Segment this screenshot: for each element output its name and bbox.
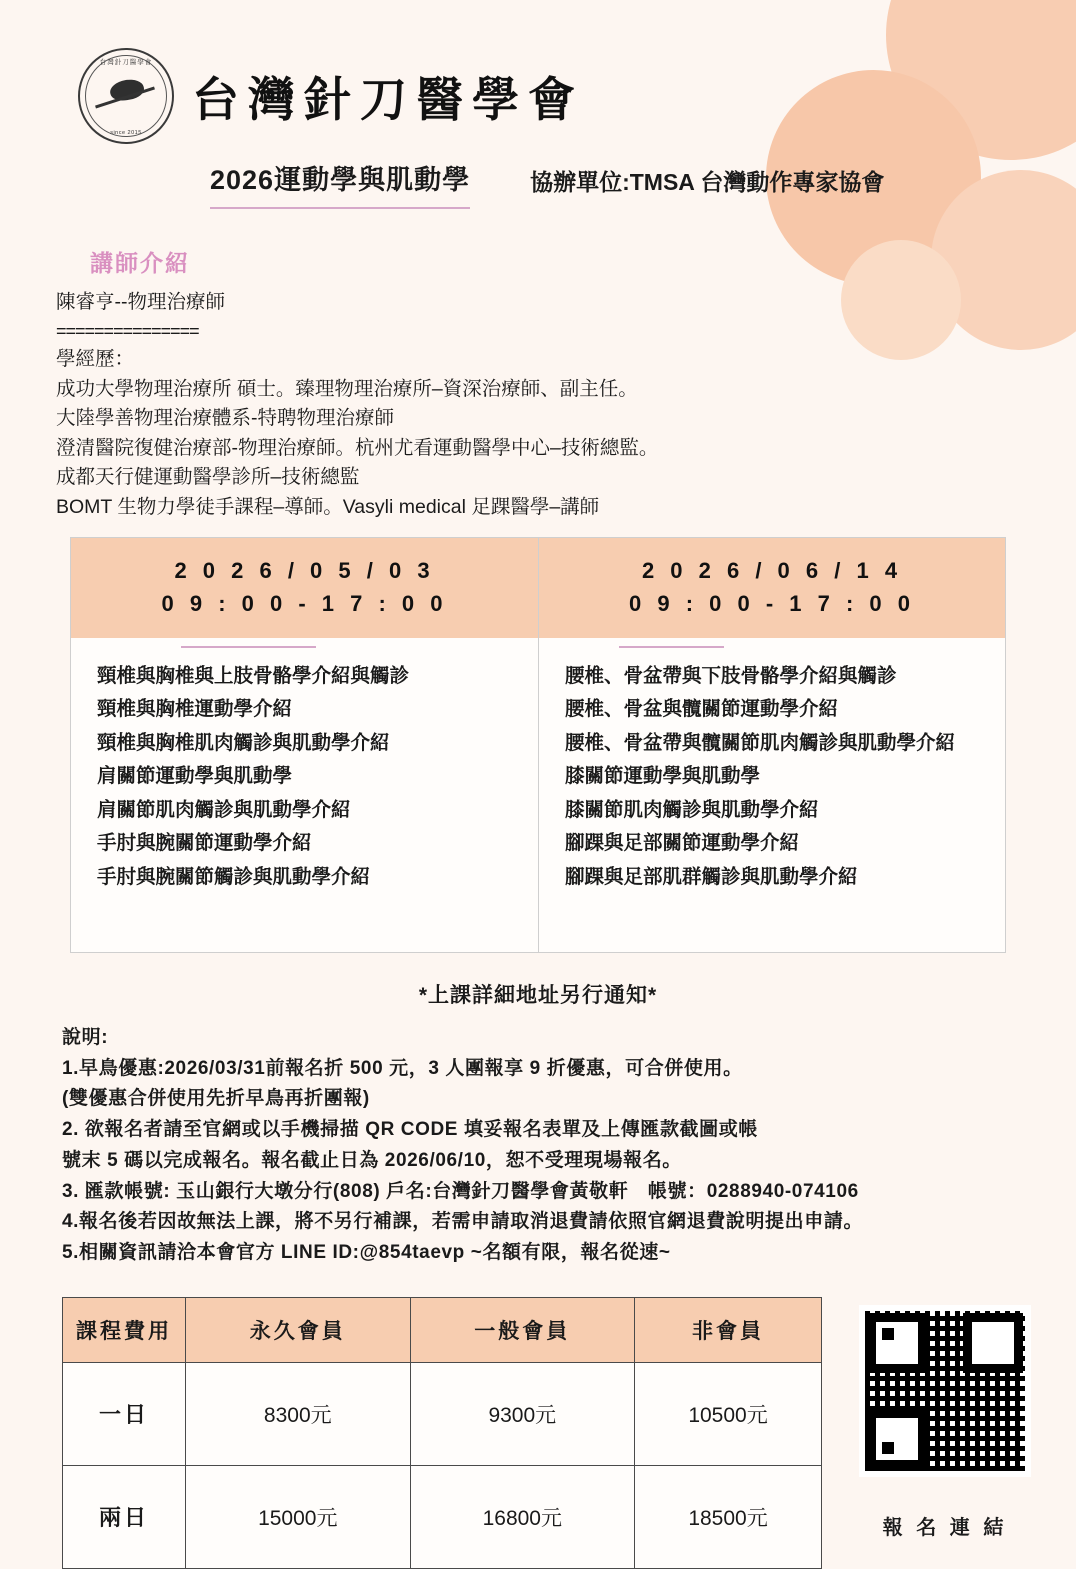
schedule-topic: 手肘與腕關節運動學介紹 xyxy=(97,832,312,855)
qr-code-icon[interactable] xyxy=(859,1305,1031,1477)
schedule-time: 0 9 : 0 0 - 1 7 : 0 0 xyxy=(629,590,915,616)
fee-header-cell: 一般會員 xyxy=(410,1297,635,1362)
schedule-topic: 腳踝與足部肌群觸診與肌動學介紹 xyxy=(565,865,858,888)
schedule-topic: 膝關節肌肉觸診與肌動學介紹 xyxy=(565,798,819,821)
course-title: 2026運動學與肌動學 xyxy=(210,158,470,209)
address-notice: *上課詳細地址另行通知* xyxy=(418,983,658,1007)
schedule-topic: 腰椎、骨盆與髖關節運動學介紹 xyxy=(565,698,839,721)
explanation-line: 4.報名後若因故無法上課，將不另行補課，若需申請取消退費請依照官網退費說明提出申請。 xyxy=(62,1211,864,1233)
lecturer-info xyxy=(56,288,1076,523)
explanation-line: 號末 5 碼以完成報名。報名截止日為 2026/06/10，恕不受理現場報名。 xyxy=(62,1149,682,1171)
schedule-topics-day2 xyxy=(539,638,1005,952)
page-title: 台灣針刀醫學會 xyxy=(192,72,584,126)
accent-underline xyxy=(619,646,724,648)
fee-cell: 10500元 xyxy=(635,1362,822,1465)
fee-row-label: 兩日 xyxy=(63,1465,186,1568)
resume-line: 成都天行健運動醫學診所–技術總監 xyxy=(56,466,360,489)
divider: =============== xyxy=(56,320,199,341)
schedule-topics-day1 xyxy=(71,638,538,952)
header xyxy=(0,0,1076,144)
schedule-topic: 腳踝與足部關節運動學介紹 xyxy=(565,832,800,855)
fee-header-cell: 永久會員 xyxy=(186,1297,411,1362)
schedule-topic: 頸椎與胸椎與上肢骨骼學介紹與觸診 xyxy=(97,664,410,687)
schedule-topic: 腰椎、骨盆帶與髖關節肌肉觸診與肌動學介紹 xyxy=(565,731,956,754)
co-organizer-label: 協辦單位:TMSA 台灣動作專家協會 xyxy=(530,169,885,195)
schedule-column-day1 xyxy=(71,538,538,952)
resume-label: 學經歷： xyxy=(56,347,135,370)
schedule-time: 0 9 : 0 0 - 1 7 : 0 0 xyxy=(161,590,448,616)
fee-cell: 15000元 xyxy=(186,1465,411,1568)
schedule-date: 2 0 2 6 / 0 5 / 0 3 xyxy=(174,557,435,583)
schedule-topic: 肩關節運動學與肌動學 xyxy=(97,765,293,788)
logo-top-text: 台灣針刀醫學會 xyxy=(99,59,153,66)
accent-underline xyxy=(181,646,316,648)
explanation-line: 2. 欲報名者請至官網或以手機掃描 QR CODE 填妥報名表單及上傳匯款截圖或帳 xyxy=(62,1119,758,1141)
qr-label: 報 名 連 結 xyxy=(882,1516,1008,1539)
resume-line: BOMT 生物力學徒手課程–導師。Vasyli medical 足踝醫學–講師 xyxy=(56,496,600,519)
explanation-label: 說明: xyxy=(62,1026,109,1048)
schedule-topic: 膝關節運動學與肌動學 xyxy=(565,765,761,788)
fee-row-label: 一日 xyxy=(63,1362,186,1465)
resume-line: 大陸學善物理治療體系-特聘物理治療師 xyxy=(56,407,394,430)
fee-cell: 18500元 xyxy=(635,1465,822,1568)
table-header-row xyxy=(63,1297,822,1362)
schedule-topic: 手肘與腕關節觸診與肌動學介紹 xyxy=(97,865,371,888)
schedule-topic: 腰椎、骨盆帶與下肢骨骼學介紹與觸診 xyxy=(565,664,897,687)
schedule-header-day1 xyxy=(71,538,538,638)
schedule-topic: 頸椎與胸椎肌肉觸診與肌動學介紹 xyxy=(97,731,390,754)
fee-cell: 16800元 xyxy=(410,1465,635,1568)
lecturer-name: 陳睿亨--物理治療師 xyxy=(56,291,225,313)
table-row xyxy=(63,1465,822,1568)
resume-line: 澄清醫院復健治療部-物理治療師。杭州尤看運動醫學中心–技術總監。 xyxy=(56,436,659,459)
schedule-topic: 肩關節肌肉觸診與肌動學介紹 xyxy=(97,798,351,821)
schedule-header-day2 xyxy=(539,538,1005,638)
resume-line: 成功大學物理治療所 碩士。臻理物理治療所–資深治療師、副主任。 xyxy=(56,377,638,400)
subheader xyxy=(0,144,1076,209)
schedule-topic: 頸椎與胸椎運動學介紹 xyxy=(97,698,293,721)
explanation-line: (雙優惠合併使用先折早鳥再折團報) xyxy=(62,1088,370,1110)
explanation-block xyxy=(62,1023,1076,1269)
table-row xyxy=(63,1362,822,1465)
organization-logo-icon xyxy=(78,48,174,144)
explanation-line: 5.相關資訊請洽本會官方 LINE ID:@854taevp ~名額有限，報名從速~ xyxy=(62,1242,671,1264)
explanation-line: 1.早鳥優惠:2026/03/31前報名折 500 元，3 人團報享 9 折優惠，可合併使用。 xyxy=(62,1057,743,1079)
fee-section xyxy=(62,1297,1076,1569)
explanation-line: 3. 匯款帳號: 玉山銀行大墩分行(808) 戶名:台灣針刀醫學會黃敬軒 帳號：0288940-074106 xyxy=(62,1180,859,1202)
fee-header-cell: 非會員 xyxy=(635,1297,822,1362)
fee-header-cell: 課程費用 xyxy=(63,1297,186,1362)
fee-cell: 8300元 xyxy=(186,1362,411,1465)
registration-qr-area[interactable] xyxy=(850,1297,1040,1540)
schedule-date: 2 0 2 6 / 0 6 / 1 4 xyxy=(641,557,903,583)
fee-table xyxy=(62,1297,822,1569)
logo-bottom-text: since 2015 xyxy=(110,130,142,136)
schedule-column-day2 xyxy=(538,538,1005,952)
fee-cell: 9300元 xyxy=(410,1362,635,1465)
lecturer-section-title: 講師介紹 xyxy=(90,250,190,276)
schedule-table xyxy=(70,537,1006,953)
